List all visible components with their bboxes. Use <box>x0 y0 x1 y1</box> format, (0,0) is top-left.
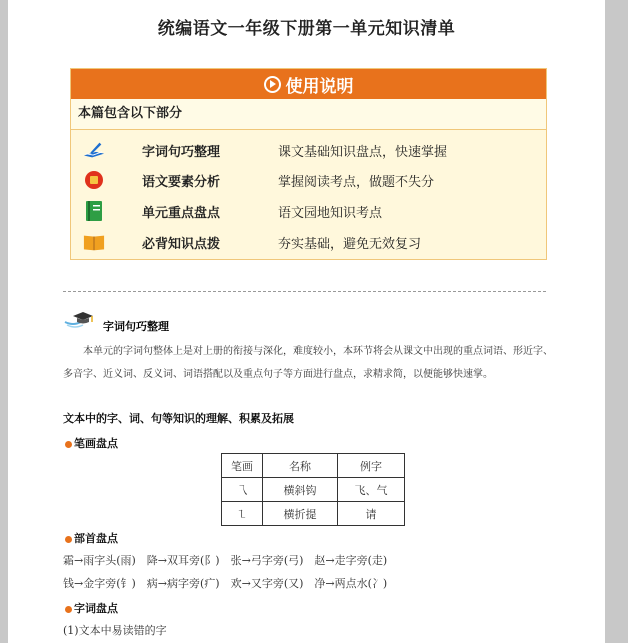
graduation-cap-icon <box>63 310 97 334</box>
table-cell: 乁 <box>222 478 263 502</box>
table-header: 笔画 <box>222 454 263 478</box>
table-cell: ㇅ <box>222 502 263 526</box>
bullet-dot-icon <box>65 606 72 613</box>
guide-header <box>71 69 546 99</box>
page-title: 统编语文一年级下册第一单元知识清单 <box>157 19 456 39</box>
guide-row-desc: 掌握阅读考点，做题不失分 <box>278 174 435 190</box>
table-header-row <box>222 454 405 478</box>
section-heading: 文本中的字、词、句等知识的理解、积累及拓展 <box>63 412 294 425</box>
guide-row-desc: 夯实基础，避免无效复习 <box>278 236 422 252</box>
section-header <box>63 310 169 334</box>
table-row <box>222 478 405 502</box>
table-row <box>222 502 405 526</box>
table-header: 名称 <box>263 454 338 478</box>
guide-subtitle: 本篇包含以下部分 <box>71 99 546 130</box>
table-cell: 飞、气 <box>338 478 405 502</box>
dashed-divider <box>63 291 546 292</box>
guide-row-name: 单元重点盘点 <box>142 205 221 221</box>
bullet-dot-icon <box>65 441 72 448</box>
guide-row-name: 必背知识点拨 <box>142 236 221 252</box>
guide-row <box>71 135 546 165</box>
table-cell: 请 <box>338 502 405 526</box>
guide-row <box>71 227 546 257</box>
pen-book-icon <box>83 139 105 161</box>
words-line: (1)文本中易读错的字 <box>63 624 167 637</box>
words-label: 字词盘点 <box>74 602 118 615</box>
guide-row <box>71 196 546 226</box>
section-label: 字词句巧整理 <box>103 320 169 333</box>
radicals-label: 部首盘点 <box>74 532 118 545</box>
guide-row-desc: 语文园地知识考点 <box>278 205 383 221</box>
table-cell: 横折提 <box>263 502 338 526</box>
bullet-dot-icon <box>65 536 72 543</box>
usage-guide-panel <box>70 68 547 260</box>
radicals-heading <box>65 530 118 546</box>
guide-header-label: 使用说明 <box>285 76 354 97</box>
section-paragraph: 本单元的字词句整体上是对上册的衔接与深化，难度较小，本环节将会从课文中出现的重点词语、形近字、多音字、近义词、反义词、词语搭配以及重点句子等方面进行盘点，求精求简，以便能够快速掌。 <box>63 346 553 380</box>
guide-row-desc: 课文基础知识盘点，快速掌握 <box>278 144 448 160</box>
strokes-table <box>221 453 405 526</box>
strokes-heading <box>65 435 118 451</box>
document-page <box>8 0 605 643</box>
guide-row-name: 语文要素分析 <box>142 174 221 190</box>
stop-circle-icon <box>83 169 105 191</box>
table-cell: 横斜钩 <box>263 478 338 502</box>
words-heading <box>65 600 118 616</box>
table-header: 例字 <box>338 454 405 478</box>
strokes-label: 笔画盘点 <box>74 437 118 450</box>
play-icon <box>264 76 281 93</box>
notebook-icon <box>83 200 105 222</box>
open-book-icon <box>83 231 105 253</box>
radicals-line: 钱→金字旁(钅) 病→病字旁(疒) 欢→又字旁(又) 净→两点水(冫) <box>63 577 388 590</box>
guide-row-name: 字词句巧整理 <box>142 144 221 160</box>
guide-row <box>71 165 546 195</box>
radicals-line: 霜→雨字头(雨) 降→双耳旁(阝) 张→弓字旁(弓) 赵→走字旁(走) <box>63 554 388 567</box>
